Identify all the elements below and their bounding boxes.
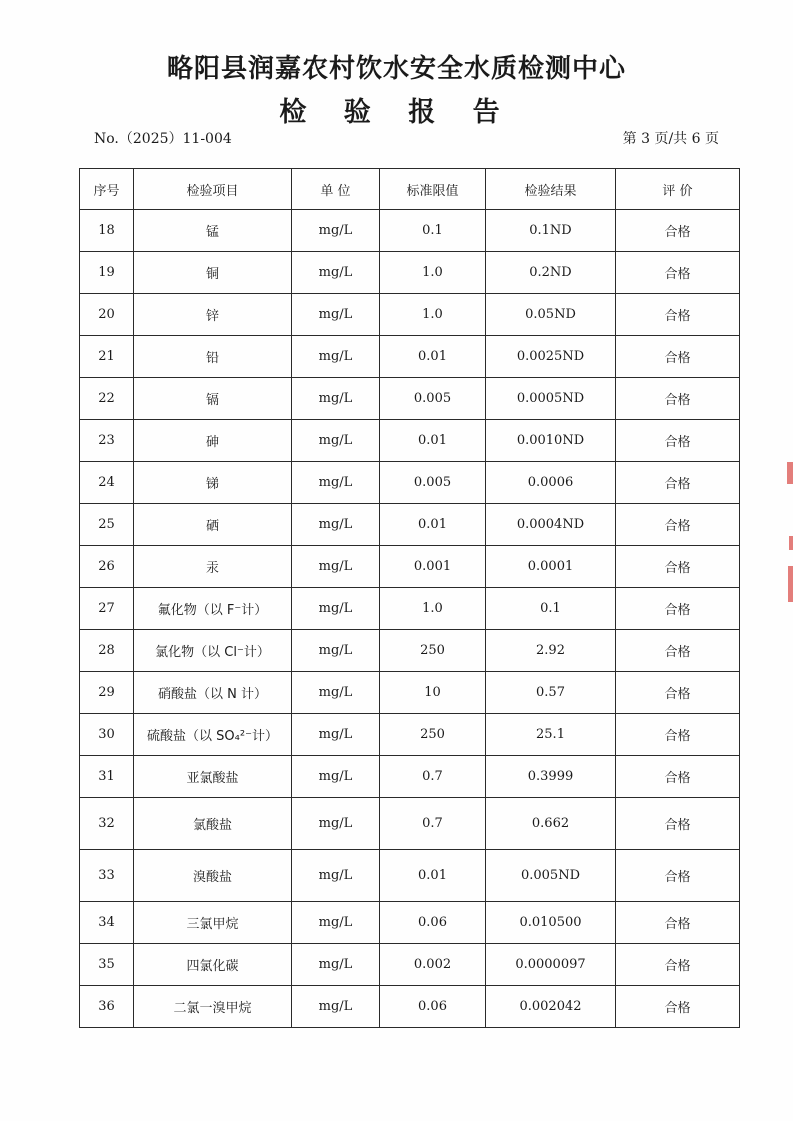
cell-eval: 合格 [616, 336, 740, 378]
cell-no: 31 [80, 756, 134, 798]
cell-eval: 合格 [616, 504, 740, 546]
cell-no: 30 [80, 714, 134, 756]
col-header-item: 检验项目 [134, 169, 292, 210]
cell-eval: 合格 [616, 756, 740, 798]
table-row [80, 420, 740, 462]
cell-item: 亚氯酸盐 [134, 756, 292, 798]
cell-unit: mg/L [292, 378, 380, 420]
cell-unit: mg/L [292, 504, 380, 546]
cell-result: 0.2ND [486, 252, 616, 294]
cell-item: 二氯一溴甲烷 [134, 986, 292, 1028]
cell-unit: mg/L [292, 714, 380, 756]
cell-limit: 0.06 [380, 986, 486, 1028]
cell-item: 溴酸盐 [134, 850, 292, 902]
cell-eval: 合格 [616, 588, 740, 630]
cell-eval: 合格 [616, 420, 740, 462]
table-header-row [80, 169, 740, 210]
cell-item: 三氯甲烷 [134, 902, 292, 944]
cell-eval: 合格 [616, 714, 740, 756]
cell-item: 镉 [134, 378, 292, 420]
cell-unit: mg/L [292, 252, 380, 294]
cell-no: 19 [80, 252, 134, 294]
table-row [80, 210, 740, 252]
cell-eval: 合格 [616, 252, 740, 294]
col-header-limit: 标准限值 [380, 169, 486, 210]
cell-no: 32 [80, 798, 134, 850]
cell-item: 锑 [134, 462, 292, 504]
cell-limit: 0.1 [380, 210, 486, 252]
cell-limit: 0.002 [380, 944, 486, 986]
seal-edge-mark [788, 566, 793, 602]
table-row [80, 378, 740, 420]
cell-no: 23 [80, 420, 134, 462]
cell-eval: 合格 [616, 630, 740, 672]
cell-limit: 0.7 [380, 756, 486, 798]
cell-unit: mg/L [292, 294, 380, 336]
col-header-result: 检验结果 [486, 169, 616, 210]
col-header-unit: 单 位 [292, 169, 380, 210]
table-row [80, 630, 740, 672]
cell-item: 四氯化碳 [134, 944, 292, 986]
cell-result: 0.05ND [486, 294, 616, 336]
cell-eval: 合格 [616, 546, 740, 588]
cell-unit: mg/L [292, 756, 380, 798]
cell-unit: mg/L [292, 462, 380, 504]
page-indicator: 第 3 页/共 6 页 [622, 131, 719, 147]
cell-limit: 0.7 [380, 798, 486, 850]
cell-unit: mg/L [292, 588, 380, 630]
seal-edge-mark [789, 536, 793, 550]
results-table [79, 168, 740, 1028]
cell-result: 0.0000097 [486, 944, 616, 986]
cell-eval: 合格 [616, 294, 740, 336]
cell-result: 25.1 [486, 714, 616, 756]
cell-result: 0.662 [486, 798, 616, 850]
cell-limit: 1.0 [380, 588, 486, 630]
cell-item: 氟化物（以 F⁻计） [134, 588, 292, 630]
table-row [80, 588, 740, 630]
cell-result: 0.002042 [486, 986, 616, 1028]
cell-item: 铅 [134, 336, 292, 378]
cell-eval: 合格 [616, 672, 740, 714]
cell-no: 22 [80, 378, 134, 420]
cell-unit: mg/L [292, 902, 380, 944]
cell-result: 0.010500 [486, 902, 616, 944]
cell-result: 0.57 [486, 672, 616, 714]
cell-unit: mg/L [292, 672, 380, 714]
cell-item: 硫酸盐（以 SO₄²⁻计） [134, 714, 292, 756]
cell-result: 0.0025ND [486, 336, 616, 378]
table-row [80, 756, 740, 798]
cell-result: 0.3999 [486, 756, 616, 798]
report-number: No.（2025）11-004 [94, 131, 232, 147]
cell-no: 24 [80, 462, 134, 504]
cell-result: 0.0006 [486, 462, 616, 504]
cell-result: 0.1 [486, 588, 616, 630]
table-row [80, 462, 740, 504]
table-row [80, 714, 740, 756]
table-row [80, 252, 740, 294]
cell-no: 28 [80, 630, 134, 672]
cell-eval: 合格 [616, 798, 740, 850]
cell-no: 26 [80, 546, 134, 588]
cell-eval: 合格 [616, 378, 740, 420]
cell-item: 硒 [134, 504, 292, 546]
cell-limit: 1.0 [380, 294, 486, 336]
cell-result: 0.0004ND [486, 504, 616, 546]
cell-item: 氯化物（以 Cl⁻计） [134, 630, 292, 672]
cell-limit: 250 [380, 630, 486, 672]
table-row [80, 672, 740, 714]
table-body [80, 210, 740, 1028]
cell-limit: 1.0 [380, 252, 486, 294]
cell-limit: 0.01 [380, 336, 486, 378]
cell-no: 34 [80, 902, 134, 944]
cell-eval: 合格 [616, 462, 740, 504]
cell-unit: mg/L [292, 630, 380, 672]
lab-name-title: 略阳县润嘉农村饮水安全水质检测中心 [166, 54, 626, 84]
cell-limit: 0.005 [380, 378, 486, 420]
cell-item: 氯酸盐 [134, 798, 292, 850]
col-header-eval: 评 价 [616, 169, 740, 210]
cell-unit: mg/L [292, 986, 380, 1028]
cell-eval: 合格 [616, 902, 740, 944]
table-row [80, 546, 740, 588]
cell-unit: mg/L [292, 850, 380, 902]
table-row [80, 336, 740, 378]
cell-limit: 10 [380, 672, 486, 714]
cell-item: 硝酸盐（以 N 计） [134, 672, 292, 714]
cell-result: 0.005ND [486, 850, 616, 902]
cell-item: 锰 [134, 210, 292, 252]
cell-result: 0.0001 [486, 546, 616, 588]
cell-limit: 0.01 [380, 504, 486, 546]
cell-no: 29 [80, 672, 134, 714]
cell-eval: 合格 [616, 986, 740, 1028]
cell-eval: 合格 [616, 850, 740, 902]
cell-limit: 0.001 [380, 546, 486, 588]
cell-limit: 250 [380, 714, 486, 756]
cell-no: 18 [80, 210, 134, 252]
cell-limit: 0.005 [380, 462, 486, 504]
table-row [80, 986, 740, 1028]
cell-result: 2.92 [486, 630, 616, 672]
report-title: 检 验 报 告 [279, 97, 514, 128]
cell-unit: mg/L [292, 546, 380, 588]
cell-eval: 合格 [616, 210, 740, 252]
cell-limit: 0.01 [380, 850, 486, 902]
table-row [80, 294, 740, 336]
cell-eval: 合格 [616, 944, 740, 986]
table-row [80, 902, 740, 944]
cell-no: 27 [80, 588, 134, 630]
cell-item: 锌 [134, 294, 292, 336]
col-header-no: 序号 [80, 169, 134, 210]
cell-item: 铜 [134, 252, 292, 294]
cell-result: 0.1ND [486, 210, 616, 252]
cell-no: 25 [80, 504, 134, 546]
cell-limit: 0.06 [380, 902, 486, 944]
cell-unit: mg/L [292, 420, 380, 462]
cell-unit: mg/L [292, 210, 380, 252]
seal-edge-mark [787, 462, 793, 484]
cell-limit: 0.01 [380, 420, 486, 462]
cell-no: 21 [80, 336, 134, 378]
cell-result: 0.0005ND [486, 378, 616, 420]
table-row [80, 504, 740, 546]
cell-unit: mg/L [292, 944, 380, 986]
table-row [80, 944, 740, 986]
cell-result: 0.0010ND [486, 420, 616, 462]
cell-no: 36 [80, 986, 134, 1028]
cell-item: 汞 [134, 546, 292, 588]
cell-no: 35 [80, 944, 134, 986]
table-row [80, 798, 740, 850]
cell-no: 33 [80, 850, 134, 902]
cell-item: 砷 [134, 420, 292, 462]
table-row [80, 850, 740, 902]
cell-unit: mg/L [292, 798, 380, 850]
cell-no: 20 [80, 294, 134, 336]
cell-unit: mg/L [292, 336, 380, 378]
